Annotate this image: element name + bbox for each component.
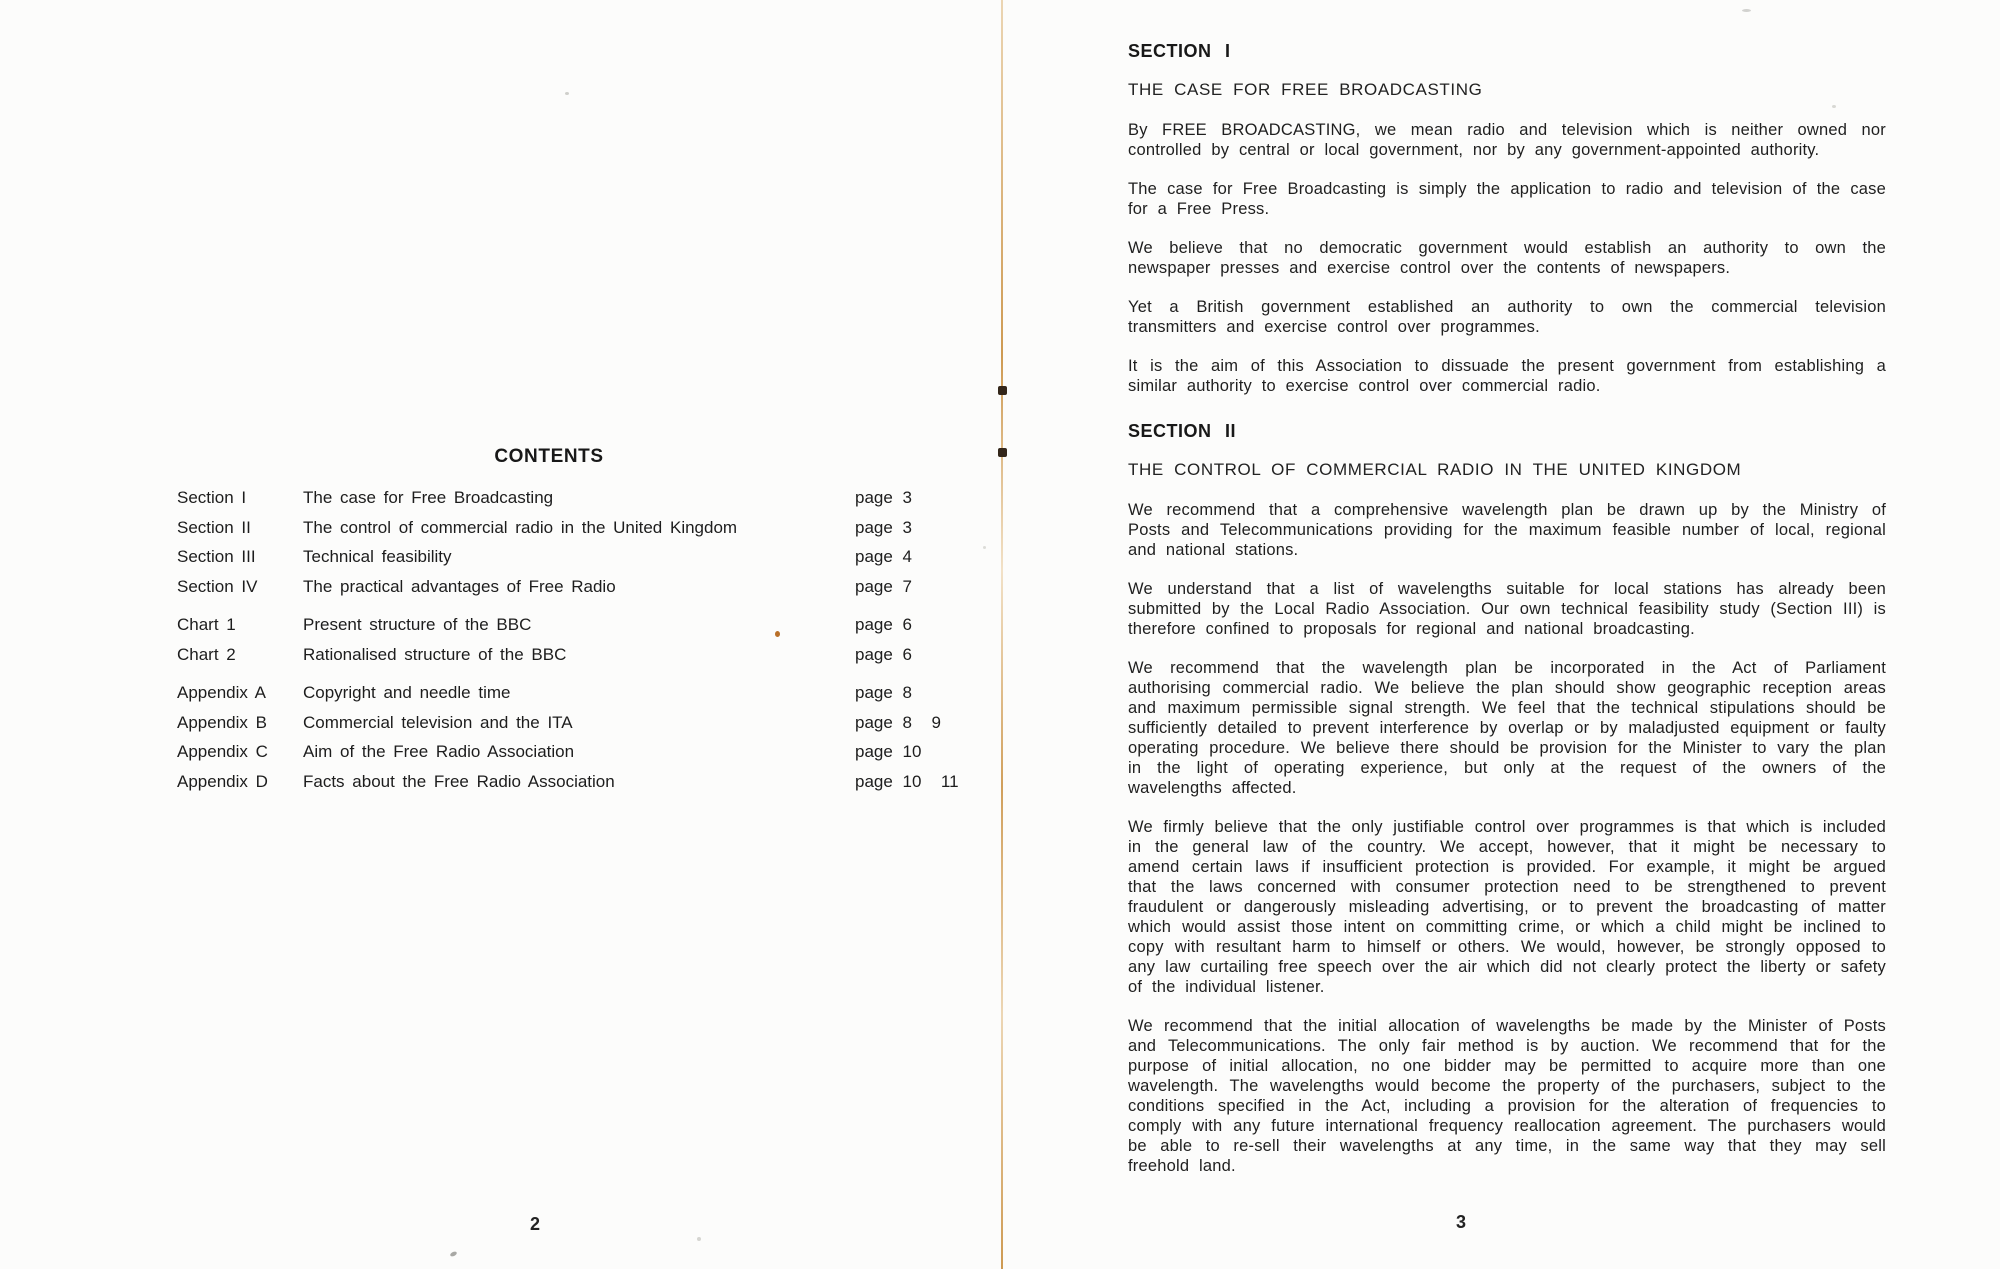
- toc-group-sections: [177, 483, 977, 601]
- toc-label: Appendix D: [177, 771, 268, 791]
- toc-entry-title: The case for Free Broadcasting: [303, 488, 554, 507]
- toc-entry-title: The control of commercial radio in the United Kingdom: [303, 517, 738, 537]
- toc-entry-title: Aim of the Free Radio Association: [303, 742, 575, 761]
- toc-label: Section I: [177, 488, 247, 507]
- toc-entry-title: Facts about the Free Radio Association: [303, 771, 615, 791]
- toc-page-ref: page 3: [855, 488, 912, 507]
- section-subheading: THE CONTROL OF COMMERCIAL RADIO IN THE UNITED KINGDOM: [1128, 460, 1742, 479]
- toc-page-ref: page 7: [855, 576, 912, 596]
- paragraph: By FREE BROADCASTING, we mean radio and television which is neither owned nor controlled by central or local government, nor by any government-appointed authority.: [1128, 121, 1886, 159]
- toc-label: Appendix C: [177, 742, 268, 761]
- toc-row: [177, 737, 977, 767]
- paragraph: We recommend that the initial allocation of wavelengths be made by the Minister of Posts and Telecommunications. The only fair method is by auction. We recommend that for the purpose of initial allocation, no one bidder may be permitted to acquire more than one wavelength. The wavelengths would become the property of the purchasers, subject to the conditions specified in the Act, including a provision for the alteration of frequencies to comply with any future international frequency reallocation agreement. The purchasers would be able to re-sell their wavelengths at any time, in the same way that they may sell freehold land.: [1128, 1017, 1886, 1175]
- page-number-left: 2: [530, 1214, 541, 1234]
- toc-entry-title: Technical feasibility: [303, 547, 452, 566]
- toc-row: [177, 678, 977, 708]
- toc-label: Appendix B: [177, 712, 267, 732]
- scan-speck: [697, 1237, 701, 1241]
- section-heading: SECTION II: [1128, 421, 1237, 441]
- paragraph: We understand that a list of wavelengths suitable for local stations has already been submitted by the Local Radio Association. Our own technical feasibility study (Section III) is therefore confined to proposals for regional and national broadcasting.: [1128, 580, 1886, 638]
- scan-speck: [1832, 105, 1836, 108]
- toc-page-ref: page 8 9: [855, 712, 941, 732]
- toc-group-appendices: [177, 678, 977, 796]
- toc-page-ref: page 4: [855, 547, 912, 566]
- toc-entry-title: Present structure of the BBC: [303, 615, 532, 634]
- toc-label: Chart 1: [177, 615, 236, 634]
- table-of-contents: [177, 483, 977, 796]
- toc-page-ref: page 3: [855, 517, 912, 537]
- staple-mark: [998, 386, 1007, 395]
- toc-page-ref: page 6: [855, 644, 912, 664]
- toc-group-charts: [177, 610, 977, 669]
- toc-row: [177, 610, 977, 640]
- toc-entry-title: Commercial television and the ITA: [303, 712, 573, 732]
- toc-label: Chart 2: [177, 644, 236, 664]
- toc-row: [177, 513, 977, 543]
- page-fold-gutter: [1001, 0, 1003, 1269]
- toc-entry-title: The practical advantages of Free Radio: [303, 576, 616, 596]
- contents-title: CONTENTS: [494, 446, 604, 467]
- section-2: [1128, 420, 1886, 1176]
- section-heading: SECTION I: [1128, 41, 1231, 61]
- toc-label: Section II: [177, 517, 251, 537]
- paragraph: The case for Free Broadcasting is simply the application to radio and television of the case for a Free Press.: [1128, 180, 1886, 218]
- toc-label: Appendix A: [177, 683, 267, 702]
- paragraph: Yet a British government established an authority to own the commercial television transmitters and exercise control over programmes.: [1128, 298, 1886, 336]
- toc-page-ref: page 6: [855, 615, 912, 634]
- paragraph: We recommend that the wavelength plan be incorporated in the Act of Parliament authorising commercial radio. We believe the plan should show geographic reception areas and maximum permissible signal strength. We feel that the technical stipulations should be sufficiently detailed to prevent interference by overlap or by maladjusted equipment or faulty operating procedure. We believe there should be provision for the Minister to vary the plan in the light of operating experience, but only at the request of the owners of the wavelengths affected.: [1128, 659, 1886, 797]
- staple-mark: [998, 448, 1007, 457]
- toc-page-ref: page 8: [855, 683, 912, 702]
- toc-row: [177, 708, 977, 738]
- toc-label: Section III: [177, 547, 256, 566]
- paragraph: It is the aim of this Association to dissuade the present government from establishing a similar authority to exercise control over commercial radio.: [1128, 357, 1886, 395]
- toc-entry-title: Rationalised structure of the BBC: [303, 644, 567, 664]
- toc-page-ref: page 10 11: [855, 771, 959, 791]
- toc-row: [177, 483, 977, 513]
- paragraph: We believe that no democratic government would establish an authority to own the newspaper presses and exercise control over the contents of newspapers.: [1128, 239, 1886, 277]
- scan-speck: [565, 92, 569, 95]
- paragraph: We recommend that a comprehensive wavelength plan be drawn up by the Ministry of Posts and Telecommunications providing for the maximum feasible number of local, regional and national stations.: [1128, 501, 1886, 559]
- toc-row: [177, 640, 977, 670]
- right-page-text-column: [1128, 40, 1886, 1195]
- toc-page-ref: page 10: [855, 742, 922, 761]
- toc-row: [177, 542, 977, 572]
- scan-speck: [1742, 9, 1751, 12]
- paragraph: We firmly believe that the only justifiable control over programmes is that which is included in the general law of the country. We accept, however, that it might be necessary to amend certain laws if insufficient protection is provided. For example, it might be argued that the laws concerned with consumer protection need to be strengthened to prevent fraudulent or dangerously misleading advertising, or to prevent the broadcasting of matter which would assist those intent on committing crime, or which a child might be inclined to copy with resultant harm to himself or others. We would, however, be strongly opposed to any law curtailing free speech over the air which did not clearly protect the liberty or safety of the individual listener.: [1128, 818, 1886, 996]
- toc-row: [177, 767, 977, 797]
- toc-entry-title: Copyright and needle time: [303, 683, 511, 702]
- scan-speck: [775, 631, 780, 637]
- page-number-right: 3: [1456, 1212, 1467, 1232]
- toc-row: [177, 572, 977, 602]
- toc-label: Section IV: [177, 576, 258, 596]
- section-1: [1128, 40, 1886, 396]
- section-subheading: THE CASE FOR FREE BROADCASTING: [1128, 80, 1483, 99]
- scan-speck: [983, 546, 986, 549]
- scan-speck: [449, 1251, 457, 1258]
